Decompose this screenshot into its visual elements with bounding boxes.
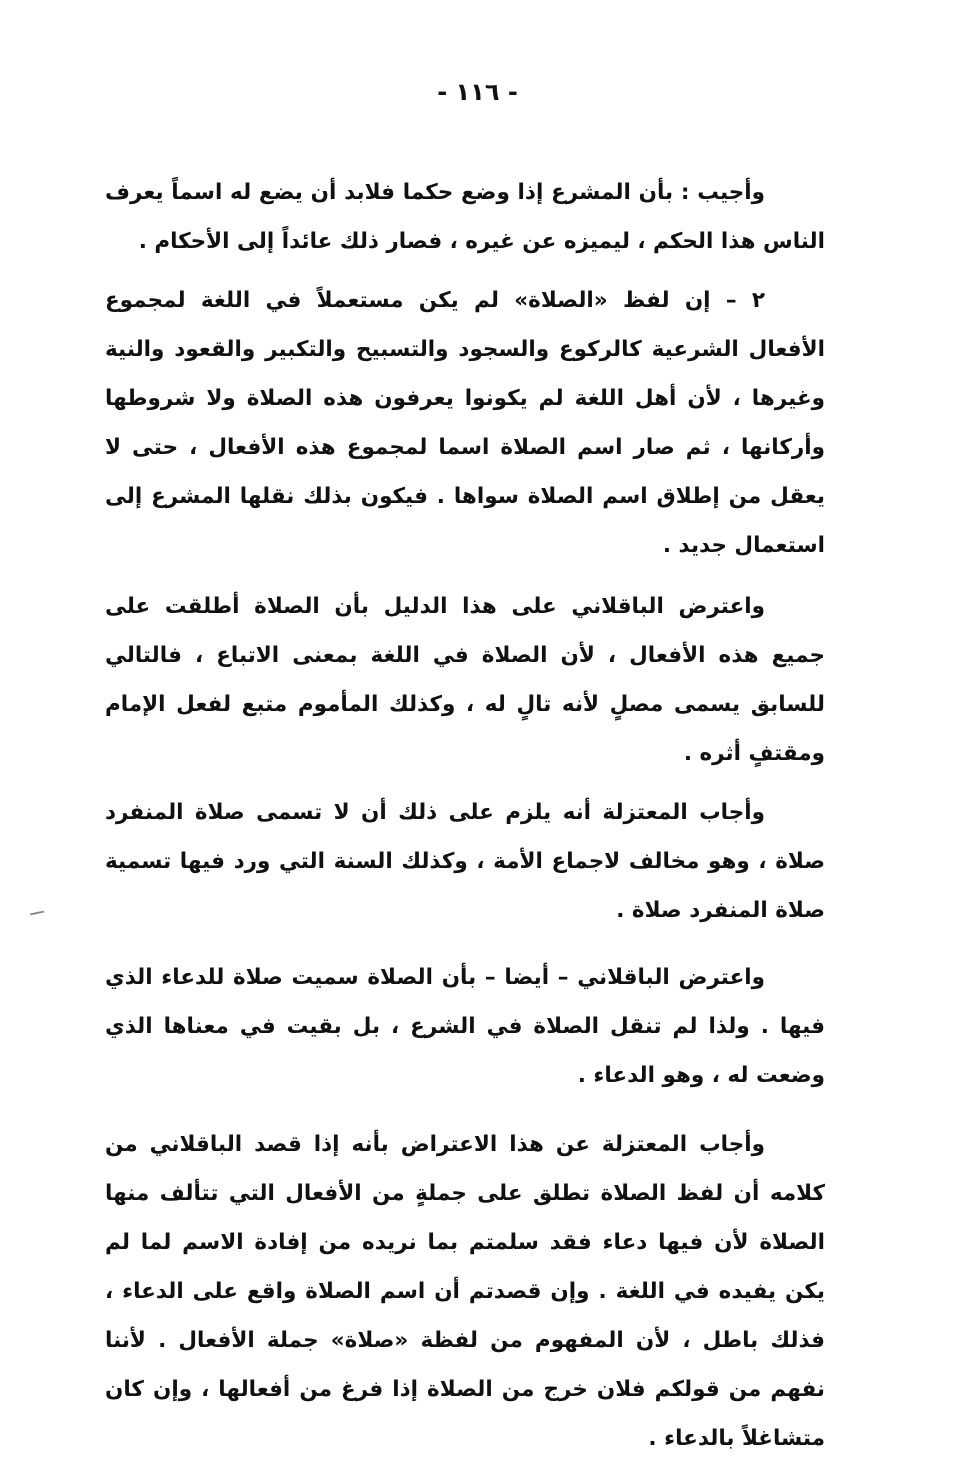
margin-scan-mark <box>30 911 44 916</box>
paragraph-2: ٢ – إن لفظ «الصلاة» لم يكن مستعملاً في اللغة لمجموع الأفعال الشرعية كالركوع والسجود والتسبيح والتكبير والقعود والنية وغيرها ، لأن أهل اللغة لم يكونوا يعرفون هذه الصلاة ولا شروطها وأركانها ، ثم صار اسم الصلاة اسما لمجموع هذه الأفعال ، حتى لا يعقل من إطلاق اسم الصلاة سواها . فيكون بذلك نقلها المشرع إلى استعمال جديد . <box>105 288 825 558</box>
paragraph-3: واعترض الباقلاني على هذا الدليل بأن الصلاة أطلقت على جميع هذه الأفعال ، لأن الصلاة في اللغة بمعنى الاتباع ، فالتالي للسابق يسمى مصلٍ لأنه تالٍ له ، وكذلك المأموم متبع لفعل الإمام ومقتفٍ أثره . <box>105 594 825 766</box>
paragraph-1: وأجيب : بأن المشرع إذا وضع حكما فلابد أن يضع له اسماً يعرف الناس هذا الحكم ، ليميزه عن غيره ، فصار ذلك عائداً إلى الأحكام . <box>105 180 825 254</box>
paragraph-6: وأجاب المعتزلة عن هذا الاعتراض بأنه إذا قصد الباقلاني من كلامه أن لفظ الصلاة تطلق على جملةٍ من الأفعال التي تتألف منها الصلاة لأن فيها دعاء فقد سلمتم بما نريده من إفادة الاسم لما لم يكن يفيده في اللغة . وإن قصدتم أن اسم الصلاة واقع على الدعاء ، فذلك باطل ، لأن المفهوم من لفظة «صلاة» جملة الأفعال . لأننا نفهم من قولكم فلان خرج من الصلاة إذا فرغ من أفعالها ، وإن كان متشاغلاً بالدعاء . <box>105 1132 825 1451</box>
paragraph-4: وأجاب المعتزلة أنه يلزم على ذلك أن لا تسمى صلاة المنفرد صلاة ، وهو مخالف لاجماع الأمة ، وكذلك السنة التي ورد فيها تسمية صلاة المنفرد صلاة . <box>105 800 825 923</box>
paragraph-5: واعترض الباقلاني – أيضا – بأن الصلاة سميت صلاة للدعاء الذي فيها . ولذا لم تنقل الصلاة في الشرع ، بل بقيت في معناها الذي وضعت له ، وهو الدعاء . <box>105 965 825 1088</box>
page-number: - ١١٦ - <box>437 78 518 106</box>
page-body <box>105 168 825 1463</box>
